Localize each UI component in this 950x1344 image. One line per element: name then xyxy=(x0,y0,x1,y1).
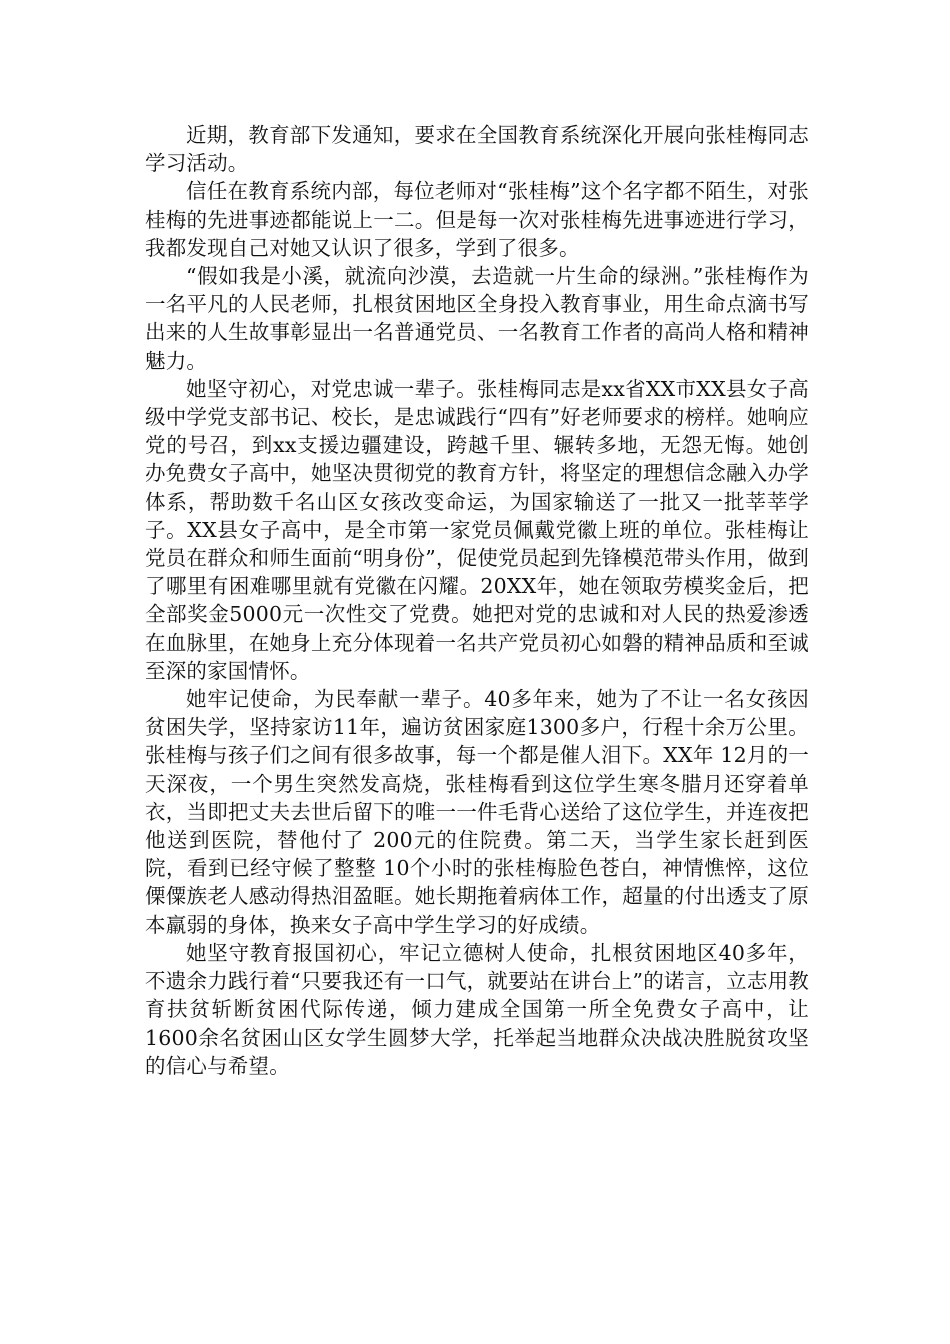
paragraph-2: 信任在教育系统内部，每位老师对“张桂梅”这个名字都不陌生，对张桂梅的先进事迹都能说上一二。但是每一次对张桂梅先进事迹进行学习，我都发现自己对她又认识了很多，学到了很多。 xyxy=(145,179,809,260)
paragraph-1: 近期，教育部下发通知，要求在全国教育系统深化开展向张桂梅同志学习活动。 xyxy=(145,123,809,176)
paragraph-5: 她牢记使命，为民奉献一辈子。40多年来，她为了不让一名女孩因贫困失学，坚持家访11年，遍访贫困家庭1300多户，行程十余万公里。张桂梅与孩子们之间有很多故事，每一个都是催人泪下。XX年 12月的一天深夜，一个男生突然发高烧，张桂梅看到这位学生寒冬腊月还穿着单衣，当即把丈夫去世后留下的唯一一件毛背心送给了这位学生，并连夜把他送到医院，替他付了 200元的住院费。第二天，当学生家长赶到医院，看到已经守候了整整 10个小时的张桂梅脸色苍白，神情憔悴，这位傈僳族老人感动得热泪盈眶。她长期拖着病体工作，超量的付出透支了原本羸弱的身体，换来女子高中学生学习的好成绩。 xyxy=(145,687,809,937)
document-body xyxy=(145,121,809,1080)
paragraph-6: 她坚守教育报国初心，牢记立德树人使命，扎根贫困地区40多年，不遗余力践行着“只要我还有一口气，就要站在讲台上”的诺言，立志用教育扶贫斩断贫困代际传递，倾力建成全国第一所全免费女子高中，让1600余名贫困山区女学生圆梦大学，托举起当地群众决战决胜脱贫攻坚的信心与希望。 xyxy=(145,940,809,1078)
paragraph-4: 她坚守初心，对党忠诚一辈子。张桂梅同志是xx省XX市XX县女子高级中学党支部书记、校长，是忠诚践行“四有”好老师要求的榜样。她响应党的号召，到xx支援边疆建设，跨越千里、辗转多地，无怨无悔。她创办免费女子高中，她坚决贯彻党的教育方针，将坚定的理想信念融入办学体系，帮助数千名山区女孩改变命运，为国家输送了一批又一批莘莘学子。XX县女子高中，是全市第一家党员佩戴党徽上班的单位。张桂梅让党员在群众和师生面前“明身份”，促使党员起到先锋模范带头作用，做到了哪里有困难哪里就有党徽在闪耀。20XX年，她在领取劳模奖金后，把全部奖金5000元一次性交了党费。她把对党的忠诚和对人民的热爱渗透在血脉里，在她身上充分体现着一名共产党员初心如磐的精神品质和至诚至深的家国情怀。 xyxy=(145,376,809,683)
paragraph-3: “假如我是小溪，就流向沙漠，去造就一片生命的绿洲。”张桂梅作为一名平凡的人民老师，扎根贫困地区全身投入教育事业，用生命点滴书写出来的人生故事彰显出一名普通党员、一名教育工作者的高尚人格和精神魅力。 xyxy=(145,264,809,373)
